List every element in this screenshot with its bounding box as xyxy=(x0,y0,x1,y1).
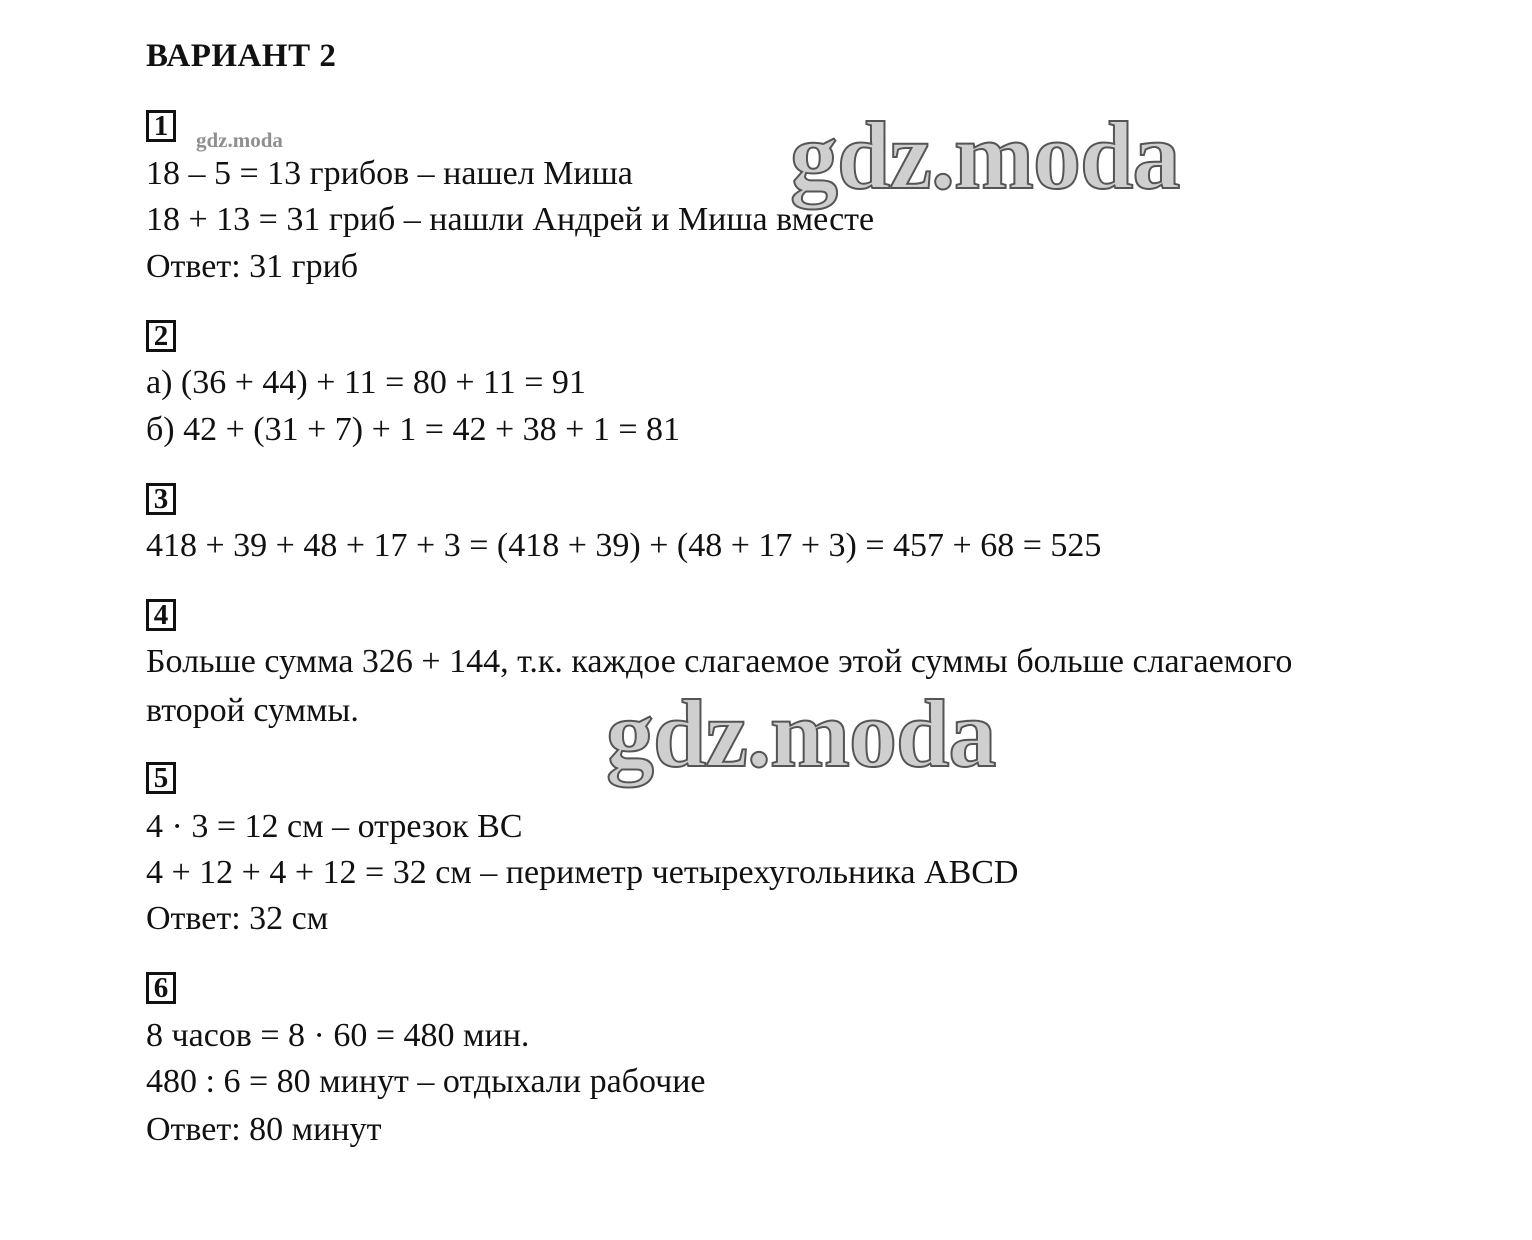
task-6-line-3: Ответ: 80 минут xyxy=(146,1111,382,1148)
task-5-line-2: 4 + 12 + 4 + 12 = 32 см – периметр четырехугольника ABCD xyxy=(146,854,1019,891)
task-2-line-2: б) 42 + (31 + 7) + 1 = 42 + 38 + 1 = 81 xyxy=(146,411,680,448)
task-5-line-3: Ответ: 32 см xyxy=(146,900,329,937)
task-4-number: 4 xyxy=(146,599,176,631)
task-3-number: 3 xyxy=(146,483,176,515)
watermark-small: gdz.moda xyxy=(196,128,283,152)
task-5-line-1: 4 · 3 = 12 см – отрезок ВС xyxy=(146,808,523,845)
task-2-line-1: а) (36 + 44) + 11 = 80 + 11 = 91 xyxy=(146,364,586,401)
task-4-line-2: второй суммы. xyxy=(146,692,359,729)
task-3-line-1: 418 + 39 + 48 + 17 + 3 = (418 + 39) + (48 + 17 + 3) = 457 + 68 = 525 xyxy=(146,527,1102,564)
task-1-line-3: Ответ: 31 гриб xyxy=(146,248,359,285)
task-5-number: 5 xyxy=(146,762,176,794)
task-6-number: 6 xyxy=(146,972,176,1004)
task-6-line-2: 480 : 6 = 80 минут – отдыхали рабочие xyxy=(146,1063,706,1100)
task-6-line-1: 8 часов = 8 · 60 = 480 мин. xyxy=(146,1017,530,1054)
task-1-line-2: 18 + 13 = 31 гриб – нашли Андрей и Миша вместе xyxy=(146,201,875,238)
task-1-line-1: 18 – 5 = 13 грибов – нашел Миша xyxy=(146,155,633,192)
task-4-line-1: Больше сумма 326 + 144, т.к. каждое слагаемое этой суммы больше слагаемого xyxy=(146,643,1293,680)
task-2-number: 2 xyxy=(146,320,176,352)
page-title: ВАРИАНТ 2 xyxy=(146,38,337,74)
task-1-number: 1 xyxy=(146,110,176,142)
watermark-logo: gdz.moda xyxy=(790,102,1180,209)
watermark-logo: gdz.moda xyxy=(606,680,996,787)
